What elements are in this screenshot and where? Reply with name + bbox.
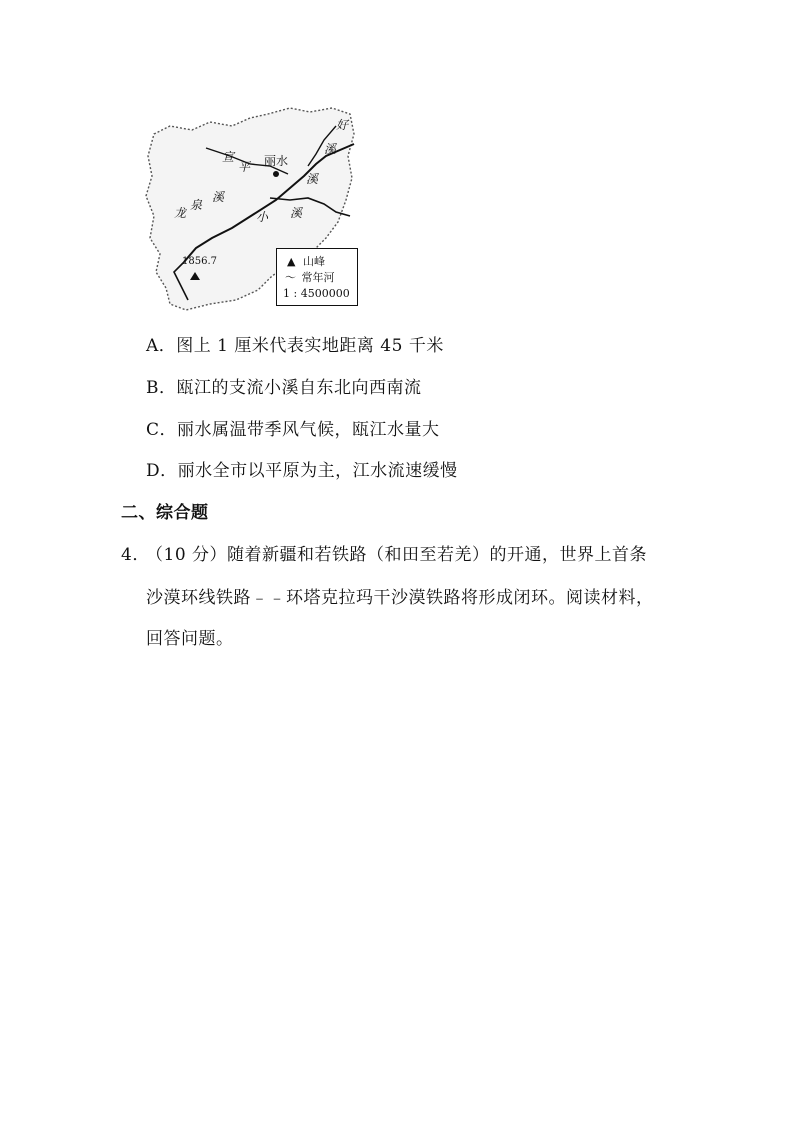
legend-river-icon: 〜 [285, 271, 296, 284]
option-b: B．瓯江的支流小溪自东北向西南流 [146, 378, 422, 398]
map-label-mid-b: 溪 [306, 172, 319, 186]
section-title: 二、综合题 [121, 503, 209, 523]
legend-river-row [285, 269, 335, 285]
option-c: C．丽水属温带季风气候，瓯江水量大 [146, 420, 440, 440]
question-4-line-1 [121, 544, 647, 566]
legend-peak-icon: ▲ [287, 255, 296, 268]
option-d: D．丽水全市以平原为主，江水流速缓慢 [146, 461, 458, 481]
map-label-peak-elevation: 1856.7 [182, 256, 217, 267]
map-label-left-c: 溪 [212, 190, 225, 204]
map-label-top-a: 宣 [222, 150, 235, 164]
map-label-xi: 溪 [290, 206, 303, 220]
map-legend [276, 248, 358, 306]
option-a: A．图上 1 厘米代表实地距离 45 千米 [146, 336, 444, 356]
map-label-right-a: 好 [336, 118, 349, 132]
map-label-top-b: 平 [238, 160, 251, 174]
legend-river-label: 常年河 [301, 271, 335, 284]
legend-peak-row [287, 253, 325, 269]
city-marker [273, 171, 279, 177]
question-4-number: 4． [121, 545, 150, 565]
lishui-map-figure [140, 104, 362, 316]
legend-peak-label: 山峰 [302, 255, 325, 268]
map-label-right-b: 溪 [324, 142, 337, 156]
question-4-line-3: 回答问题。 [146, 629, 234, 649]
legend-scale: 1 : 4500000 [283, 287, 350, 300]
map-label-left-a: 龙 [174, 206, 187, 220]
question-4-line-2: 沙漠环线铁路﹣﹣环塔克拉玛干沙漠铁路将形成闭环。阅读材料， [146, 588, 654, 608]
map-label-left-b: 泉 [190, 198, 203, 212]
map-label-xiao: 小 [256, 210, 269, 224]
question-4-text-1: （10 分）随着新疆和若铁路（和田至若羌）的开通，世界上首条 [146, 545, 648, 565]
map-label-city: 丽水 [264, 154, 289, 168]
